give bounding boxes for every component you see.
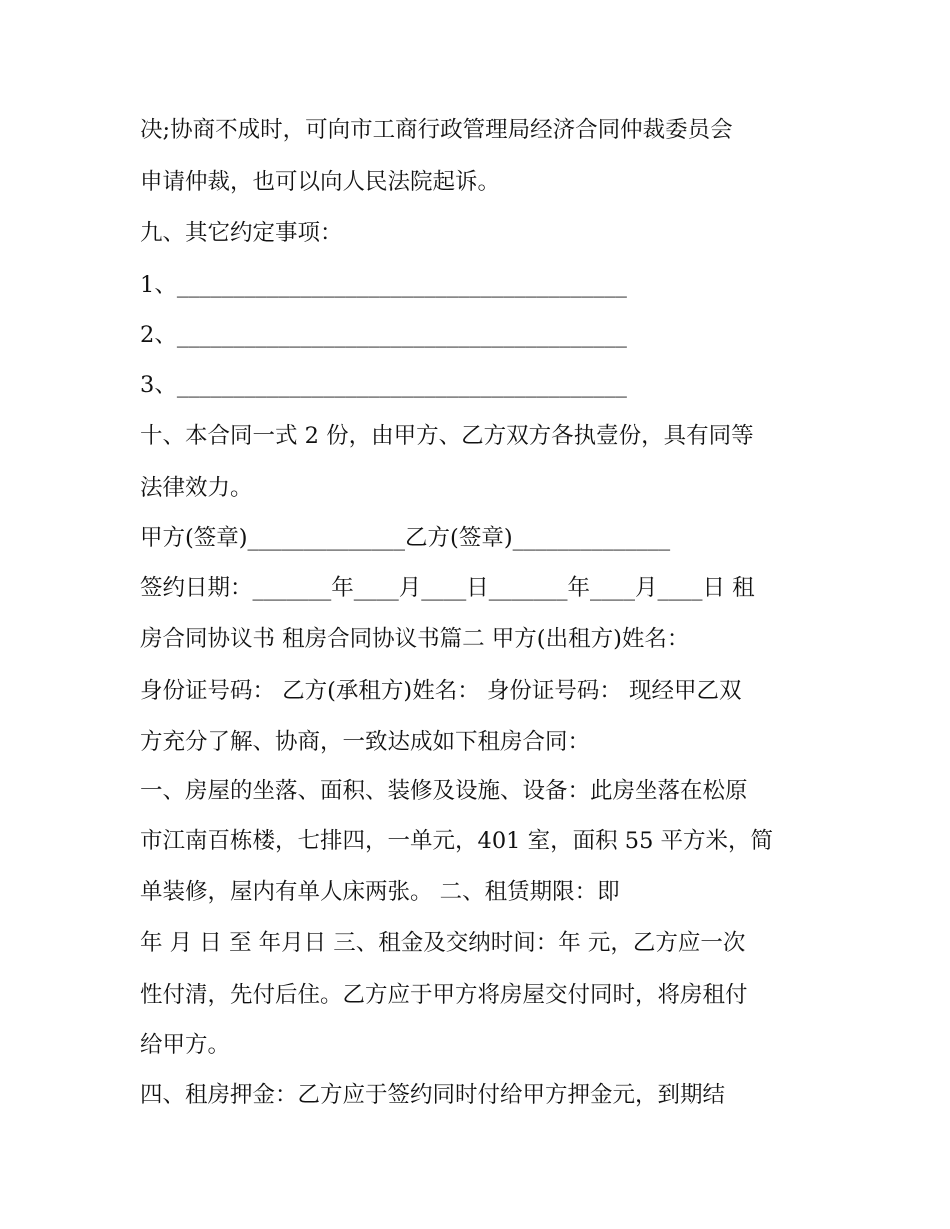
blank-item-3: 3、________________________________________ [140,372,627,398]
section-heading-other-terms: 九、其它约定事项： [140,220,343,246]
text-line-house-address: 市江南百栋楼，七排四，一单元，401 室，面积 55 平方米，简 [140,828,774,854]
text-line-contract-title: 房合同协议书 租房合同协议书篇二 甲方(出租方)姓名： [140,626,690,652]
blank-item-1: 1、________________________________________ [140,272,627,298]
text-line-payment: 性付清，先付后住。乙方应于甲方将房屋交付同时，将房租付 [140,982,748,1008]
text-line-copies: 十、本合同一式 2 份，由甲方、乙方双方各执壹份，具有同等 [140,423,754,449]
text-line-legal-effect: 法律效力。 [140,475,253,501]
text-line-deposit: 四、租房押金：乙方应于签约同时付给甲方押金元，到期结 [140,1082,726,1108]
text-line-house-location: 一、房屋的坐落、面积、装修及设施、设备：此房坐落在松原 [140,778,748,804]
text-line-id-numbers: 身份证号码： 乙方(承租方)姓名： 身份证号码： 现经甲乙双 [140,678,742,704]
text-line-lease-term: 单装修，屋内有单人床两张。 二、租赁期限：即 [140,879,620,905]
text-line-rent: 年 月 日 至 年月日 三、租金及交纳时间：年 元，乙方应一次 [140,930,746,956]
text-line-arbitration: 申请仲裁，也可以向人民法院起诉。 [140,169,501,195]
signing-date-line: 签约日期：_______年____月____日_______年____月____日 租 [140,575,755,601]
text-line-to-party-a: 给甲方。 [140,1032,231,1058]
blank-item-2: 2、________________________________________ [140,322,627,348]
text-line-dispute-resolution: 决;协商不成时，可向市工商行政管理局经济合同仲裁委员会 [140,117,733,143]
text-line-agreement: 方充分了解、协商，一致达成如下租房合同： [140,729,591,755]
signature-line: 甲方(签章)______________乙方(签章)______________ [140,525,671,551]
